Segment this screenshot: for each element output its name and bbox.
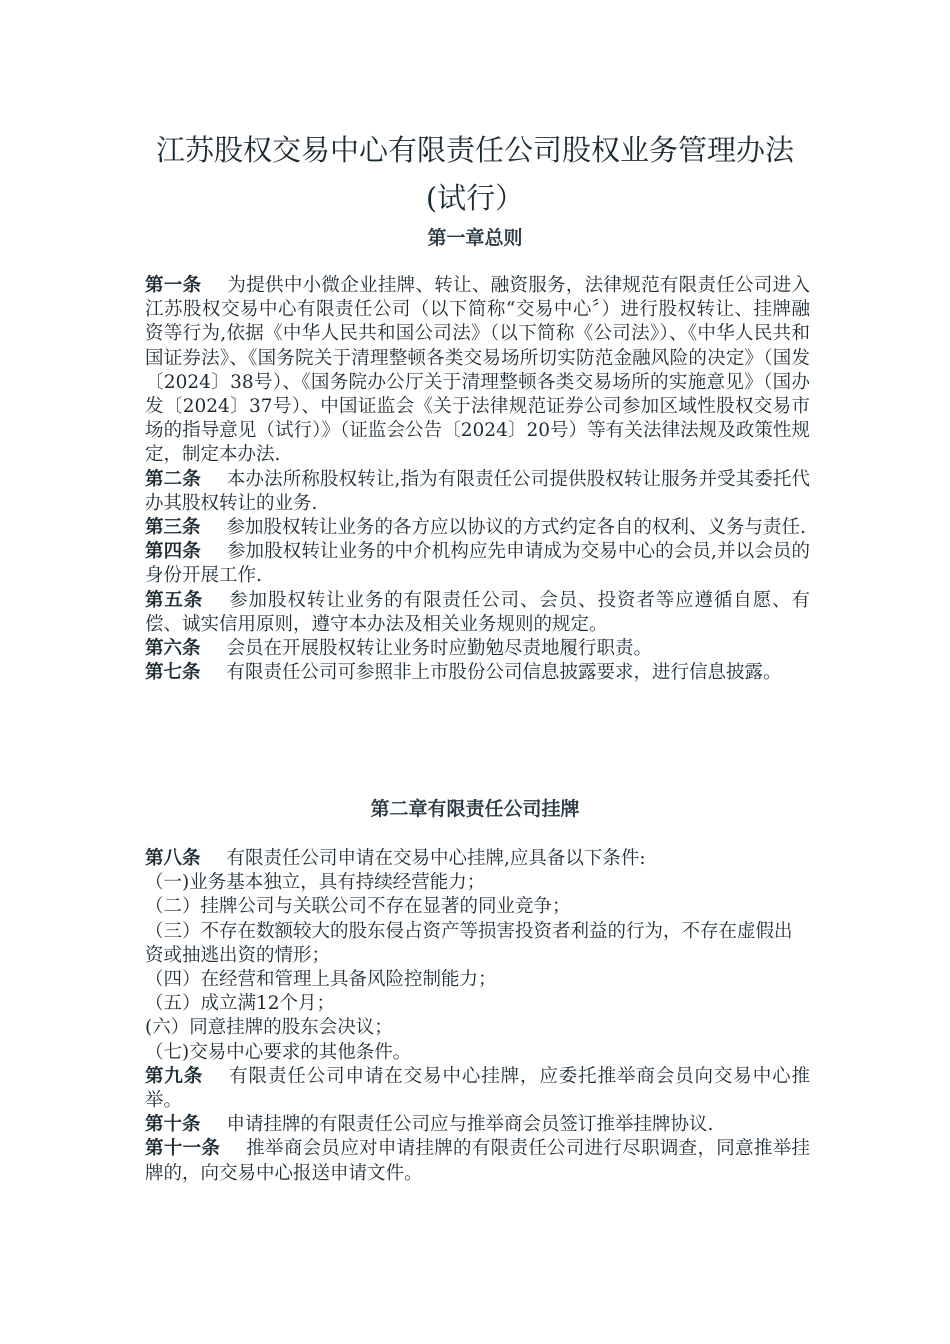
article-text: 有限责任公司可参照非上市股份公司信息披露要求，进行信息披露。 — [226, 662, 782, 684]
article-label: 第十条 — [145, 1114, 201, 1136]
article-label: 第四条 — [145, 541, 201, 563]
article-text: 为提供中小微企业挂牌、转让、融资服务，法律规范有限责任公司进入江苏股权交易中心有限责任公司（以下简称“交易中心〞）进行股权转让、挂牌融资等行为,依据《中华人民共和国公司法》（以下简称《公司法》）、《中华人民共和国证券法》、《国务院关于清理整顿各类交易场所切实防范金融风险的决定》（国发〔2024〕38号）、《国务院办公厅关于清理整顿各类交易场所的实施意见》（国办发〔2024〕37号）、中国证监会《关于法律规范证券公司参加区域性股权交易市场的指导意见（试行）》（证监会公告〔2024〕20号）等有关法律法规及政策性规定，制定本办法. — [145, 275, 810, 466]
article-5 — [145, 589, 810, 637]
article-label: 第一条 — [145, 275, 202, 296]
article-label: 第八条 — [145, 848, 201, 869]
article-label: 第九条 — [145, 1065, 204, 1087]
chapter1-heading: 第一章总则 — [427, 227, 523, 249]
article-label: 第二条 — [145, 468, 201, 490]
article-text: 本办法所称股权转让,指为有限责任公司提供股权转让服务并受其委托代办其股权转让的业务. — [145, 468, 810, 514]
article-11 — [145, 1137, 810, 1185]
condition-item: （五）成立满12个月； — [145, 993, 336, 1015]
article-label: 第三条 — [145, 517, 201, 539]
article-text: 推举商会员应对申请挂牌的有限责任公司进行尽职调查，同意推举挂牌的，向交易中心报送申请文件。 — [145, 1138, 810, 1184]
article-text: 有限责任公司申请在交易中心挂牌，应委托推举商会员向交易中心推举。 — [145, 1065, 810, 1112]
article-3 — [145, 516, 810, 540]
condition-item: （二）挂牌公司与关联公司不存在显著的同业竞争； — [145, 896, 571, 918]
article-text: 参加股权转让业务的中介机构应先申请成为交易中心的会员,并以会员的身份开展工作. — [145, 541, 810, 587]
condition-item: （七)交易中心要求的其他条件。 — [145, 1041, 412, 1063]
condition-item: （一)业务基本独立，具有持续经营能力； — [145, 872, 486, 894]
chapter2-heading: 第二章有限责任公司挂牌 — [370, 798, 580, 820]
article-6 — [145, 637, 810, 661]
condition-item: （三）不存在数额较大的股东侵占资产等损害投资者利益的行为，不存在虚假出资或抽逃出资的情形； — [145, 920, 793, 966]
article-text: 有限责任公司申请在交易中心挂牌,应具备以下条件: — [226, 848, 646, 869]
article-8 — [145, 847, 810, 871]
condition-item: （四）在经营和管理上具备风险控制能力； — [145, 969, 497, 991]
article-2 — [145, 468, 810, 516]
chapter1-body — [145, 274, 810, 685]
document-title-line1: 江苏股权交易中心有限责任公司股权业务管理办法 — [155, 133, 794, 167]
article-label: 第五条 — [145, 589, 204, 611]
article-10 — [145, 1113, 810, 1137]
article-1 — [145, 274, 810, 468]
article-text: 参加股权转让业务的各方应以协议的方式约定各自的权利、义务与责任. — [226, 517, 806, 539]
chapter2-body — [145, 847, 810, 1186]
article-text: 申请挂牌的有限责任公司应与推举商会员签订推举挂牌协议. — [226, 1114, 714, 1136]
article-9 — [145, 1065, 810, 1113]
article-label: 第十一条 — [145, 1138, 221, 1160]
article-7 — [145, 661, 810, 685]
article-label: 第七条 — [145, 662, 201, 684]
article-text: 会员在开展股权转让业务时应勤勉尽责地履行职责。 — [226, 638, 653, 660]
document-title-line2: (试行） — [425, 181, 525, 215]
article-4 — [145, 540, 810, 588]
article-text: 参加股权转让业务的有限责任公司、会员、投资者等应遵循自愿、有偿、诚实信用原则，遵守本办法及相关业务规则的规定。 — [145, 589, 810, 635]
article-label: 第六条 — [145, 638, 201, 660]
condition-item: (六）同意挂牌的股东会决议； — [145, 1017, 393, 1039]
